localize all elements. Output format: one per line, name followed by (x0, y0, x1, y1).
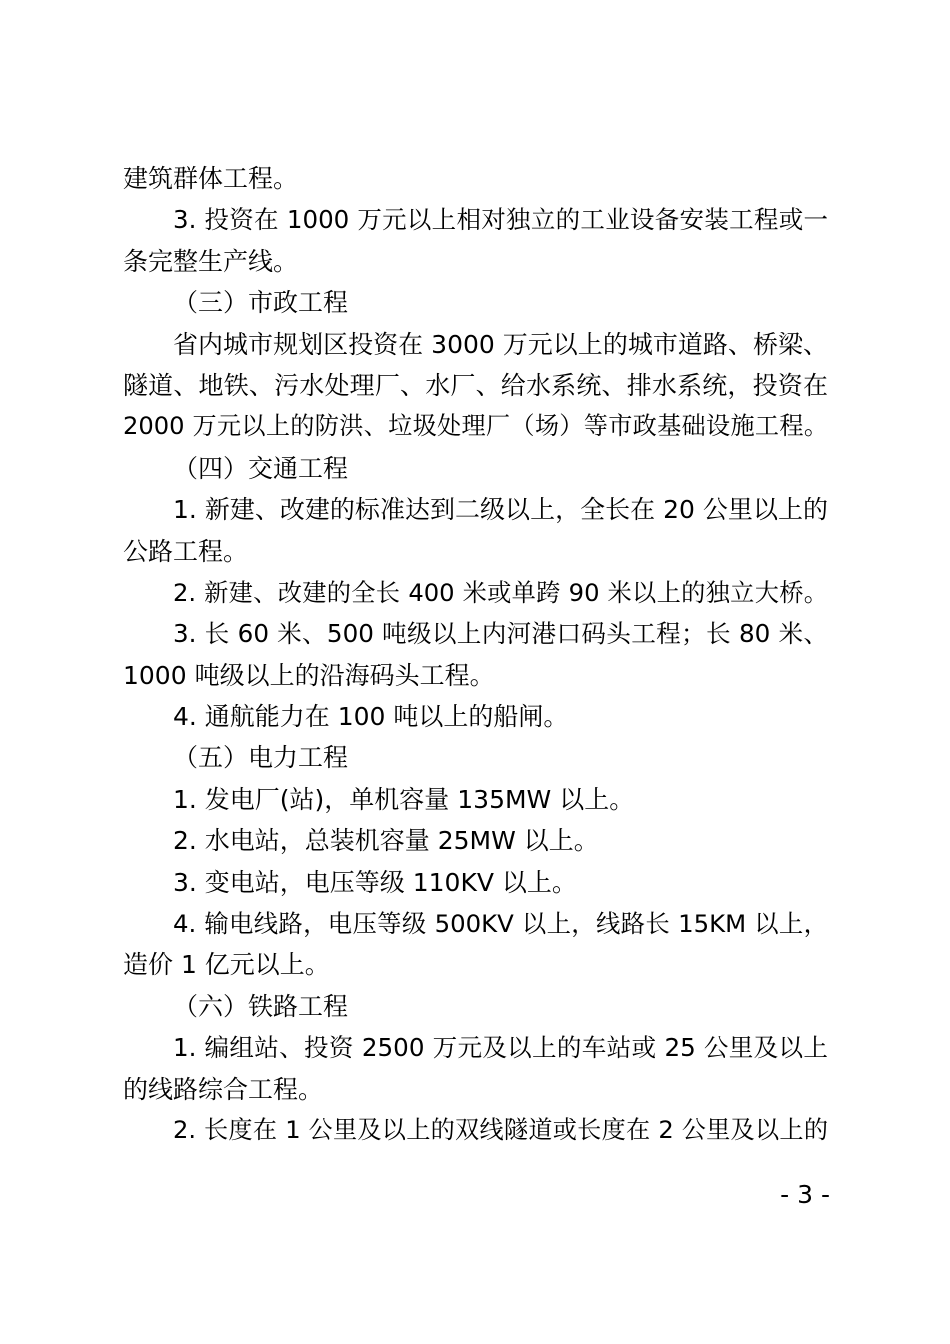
text-line: 1. 发电厂(站)，单机容量 135MW 以上。 (173, 784, 635, 814)
text-line: 公路工程。 (123, 536, 249, 566)
text-line: 3. 变电站，电压等级 110KV 以上。 (173, 867, 577, 897)
text-line: 2. 水电站，总装机容量 25MW 以上。 (173, 826, 599, 856)
text-line: 1000 吨级以上的沿海码头工程。 (123, 660, 495, 690)
text-line: 造价 1 亿元以上。 (123, 950, 330, 980)
text-line: 4. 通航能力在 100 吨以上的船闸。 (173, 702, 569, 732)
text-line: 隧道、地铁、污水处理厂、水厂、给水系统、排水系统，投资在 (123, 370, 828, 400)
text-line: 建筑群体工程。 (123, 164, 299, 193)
text-line: （六）铁路工程 (173, 991, 349, 1021)
text-line: （四）交通工程 (173, 453, 349, 483)
text-line: 1. 编组站、投资 2500 万元及以上的车站或 25 公里及以上 (173, 1033, 828, 1063)
text-line: 的线路综合工程。 (123, 1074, 324, 1104)
text-line: 2. 新建、改建的全长 400 米或单跨 90 米以上的独立大桥。 (173, 577, 828, 607)
text-line: 省内城市规划区投资在 3000 万元以上的城市道路、桥梁、 (173, 329, 828, 359)
text-line: 1. 新建、改建的标准达到二级以上，全长在 20 公里以上的 (173, 495, 828, 525)
text-line: 2. 长度在 1 公里及以上的双线隧道或长度在 2 公里及以上的 (173, 1115, 828, 1144)
text-line: （五）电力工程 (173, 743, 349, 773)
text-line: 3. 投资在 1000 万元以上相对独立的工业设备安装工程或一 (173, 205, 828, 235)
text-line: 2000 万元以上的防洪、垃圾处理厂（场）等市政基础设施工程。 (123, 412, 828, 441)
text-line: 3. 长 60 米、500 吨级以上内河港口码头工程；长 80 米、 (173, 619, 828, 649)
text-line: （三）市政工程 (173, 288, 349, 318)
text-line: 4. 输电线路，电压等级 500KV 以上，线路长 15KM 以上， (173, 909, 828, 939)
document-body (123, 158, 828, 1151)
text-line: 条完整生产线。 (123, 246, 299, 276)
page-number: - 3 - (780, 1180, 830, 1209)
